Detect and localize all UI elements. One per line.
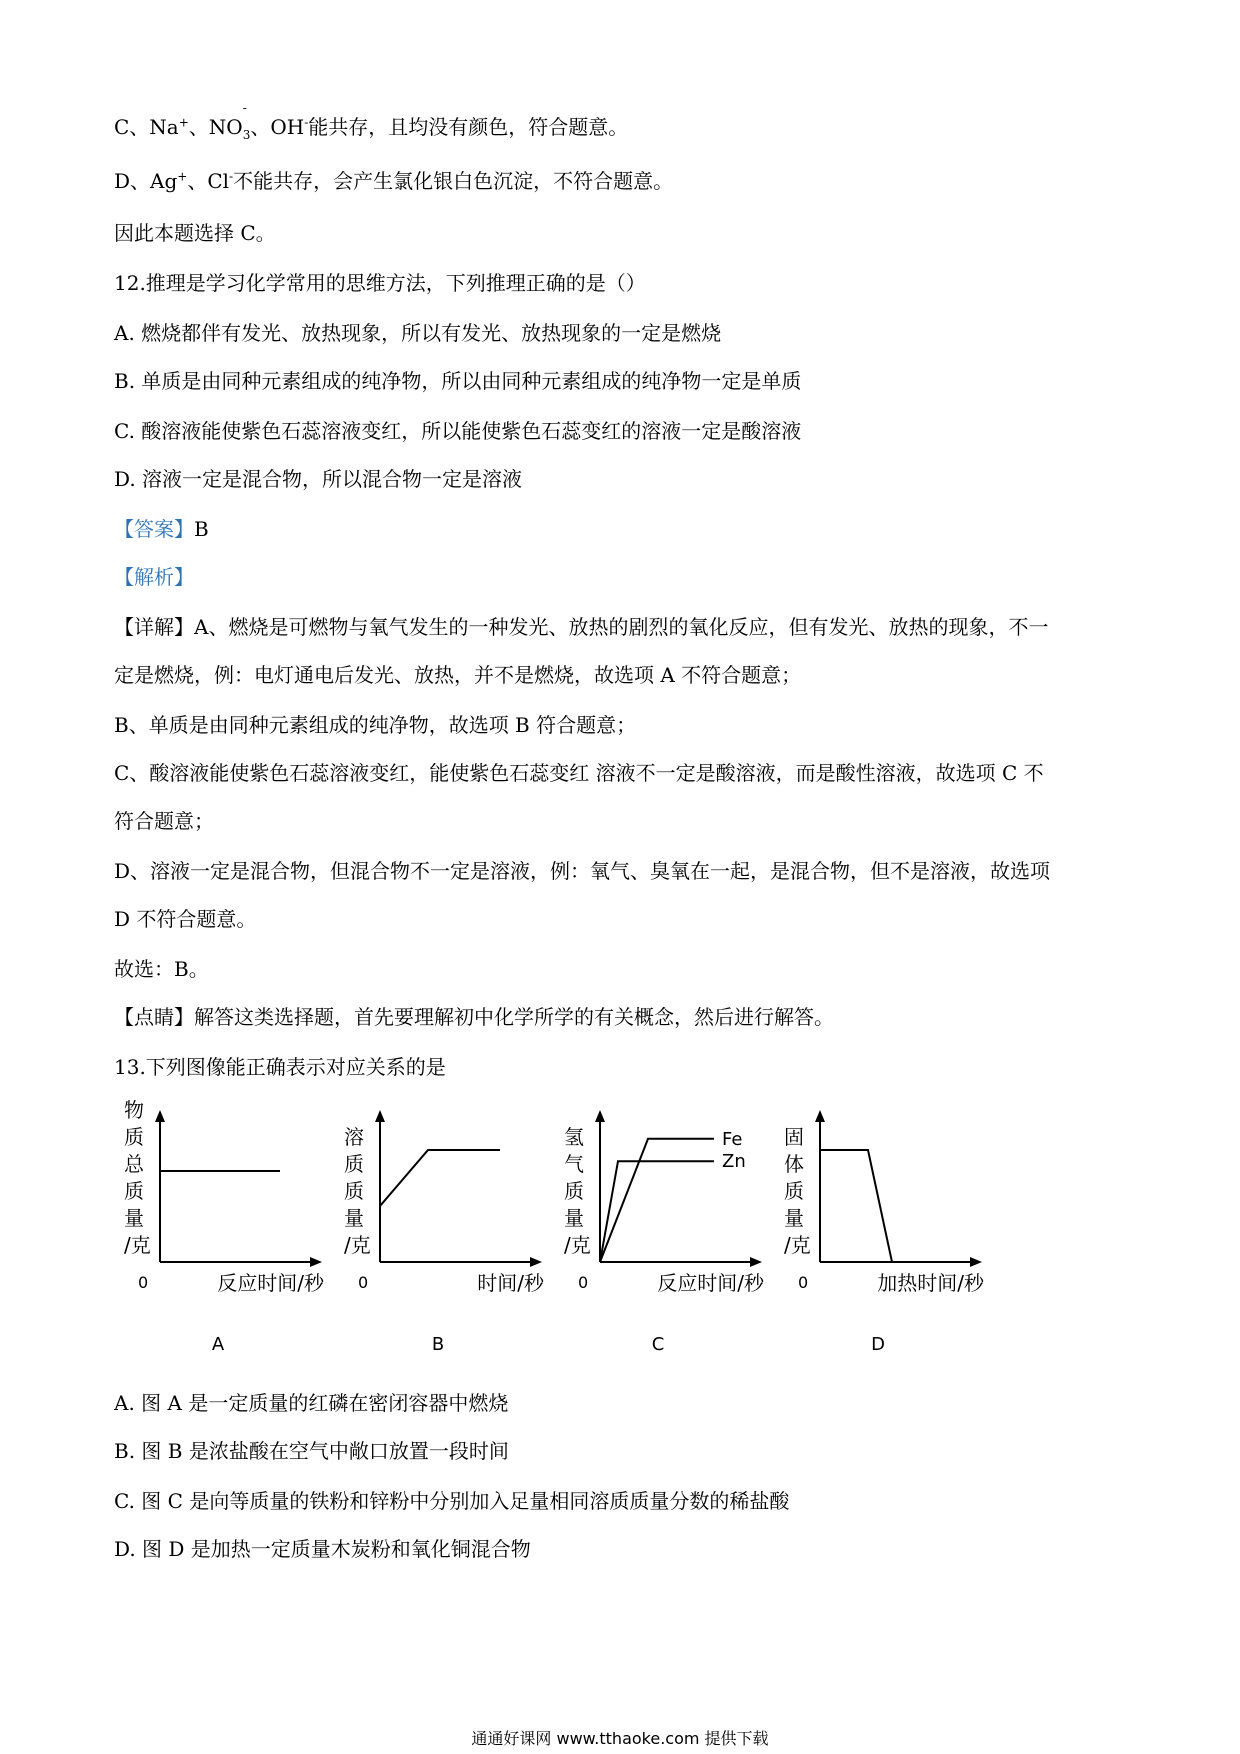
y-axis-label-char: 气 xyxy=(564,1152,584,1176)
y-axis-arrow xyxy=(155,1110,165,1122)
analysis-line-c: C、Na+、$NO_3$ - 、OH-能共存，且均没有颜色，符合题意。 xyxy=(114,101,629,142)
y-axis-arrow xyxy=(815,1110,825,1122)
q13-charts-svg xyxy=(120,1100,1000,1360)
origin-label: 0 xyxy=(798,1273,809,1292)
x-axis-label: 时间/秒 xyxy=(477,1271,544,1295)
y-axis-label-char: /克 xyxy=(564,1233,591,1257)
x-axis-arrow xyxy=(970,1257,982,1267)
chart-letter: A xyxy=(211,1334,225,1355)
y-axis-label-char: /克 xyxy=(784,1233,811,1257)
page-footer: 通通好课网 www.tthaoke.com 提供下载 xyxy=(471,1729,769,1748)
x-axis-label: 加热时间/秒 xyxy=(877,1271,984,1295)
q12-answer xyxy=(114,514,209,544)
x-axis-arrow xyxy=(310,1257,322,1267)
chart-letter: B xyxy=(431,1334,445,1355)
q12-detail-line: 【点睛】解答这类选择题，首先要理解初中化学所学的有关概念，然后进行解答。 xyxy=(114,1005,834,1029)
q13-option-a: A. 图 A 是一定质量的红磷在密闭容器中燃烧 xyxy=(114,1391,509,1415)
chart-panel-a xyxy=(124,1100,325,1355)
q12-detail-line: B、单质是由同种元素组成的纯净物，故选项 B 符合题意； xyxy=(114,713,637,737)
q12-option-c: C. 酸溶液能使紫色石蕊溶液变红，所以能使紫色石蕊变红的溶液一定是酸溶液 xyxy=(114,419,802,443)
analysis-conclusion: 因此本题选择 C。 xyxy=(114,221,276,245)
answer-value: B xyxy=(194,517,209,541)
chart-panel-c xyxy=(564,1110,765,1355)
series-line xyxy=(820,1150,892,1262)
answer-tag: 【答案】 xyxy=(114,517,194,541)
q13-charts xyxy=(120,1100,1000,1360)
y-axis-label-char: 溶 xyxy=(344,1125,364,1149)
q13-option-d: D. 图 D 是加热一定质量木炭粉和氧化铜混合物 xyxy=(114,1537,531,1561)
y-axis-label-char: 体 xyxy=(784,1152,804,1176)
q12-option-b: B. 单质是由同种元素组成的纯净物，所以由同种元素组成的纯净物一定是单质 xyxy=(114,369,802,393)
y-axis-label-char: 量 xyxy=(124,1206,144,1230)
x-axis-arrow xyxy=(750,1257,762,1267)
y-axis-label-char: 量 xyxy=(344,1206,364,1230)
series-label-zn: Zn xyxy=(722,1151,746,1173)
series-line xyxy=(380,1150,500,1206)
y-axis-label-char: 固 xyxy=(784,1125,804,1149)
y-axis-label-char: /克 xyxy=(124,1233,151,1257)
chart-letter: C xyxy=(651,1334,665,1355)
q12-option-a: A. 燃烧都伴有发光、放热现象，所以有发光、放热现象的一定是燃烧 xyxy=(114,321,722,345)
q12-detail-line: D、溶液一定是混合物，但混合物不一定是溶液，例：氧气、臭氧在一起，是混合物，但不是溶液，故选项 xyxy=(114,859,1051,883)
q13-stem: 13.下列图像能正确表示对应关系的是 xyxy=(114,1055,446,1079)
q12-detail-line: 故选：B。 xyxy=(114,957,209,981)
y-axis-label-char: 氢 xyxy=(564,1125,584,1149)
q13-option-b: B. 图 B 是浓盐酸在空气中敞口放置一段时间 xyxy=(114,1439,509,1463)
y-axis-arrow xyxy=(595,1110,605,1122)
origin-label: 0 xyxy=(578,1273,589,1292)
y-axis-label-char: 量 xyxy=(784,1206,804,1230)
y-axis-label-char: 质 xyxy=(344,1179,364,1203)
q12-detail-line: D 不符合题意。 xyxy=(114,907,257,931)
y-axis-label-char: 质 xyxy=(784,1179,804,1203)
y-axis-label-char: 总 xyxy=(124,1152,144,1176)
q12-detail-line: 【详解】A、燃烧是可燃物与氧气发生的一种发光、放热的剧烈的氧化反应，但有发光、放热的现象，不一 xyxy=(114,615,1049,639)
y-axis-label-char: /克 xyxy=(344,1233,371,1257)
x-axis-arrow xyxy=(530,1257,542,1267)
series-line-fe xyxy=(600,1139,714,1262)
chart-panel-d xyxy=(784,1110,985,1355)
x-axis-label: 反应时间/秒 xyxy=(217,1271,324,1295)
origin-label: 0 xyxy=(358,1273,369,1292)
y-axis-label-char: 质 xyxy=(124,1125,144,1149)
series-line-zn xyxy=(600,1161,714,1262)
q12-analysis-tag: 【解析】 xyxy=(114,565,194,589)
chart-panel-b xyxy=(344,1110,545,1355)
q13-option-c: C. 图 C 是向等质量的铁粉和锌粉中分别加入足量相同溶质质量分数的稀盐酸 xyxy=(114,1489,790,1513)
y-axis-label-char: 质 xyxy=(124,1179,144,1203)
origin-label: 0 xyxy=(138,1273,149,1292)
x-axis-label: 反应时间/秒 xyxy=(657,1271,764,1295)
q12-detail-line: C、酸溶液能使紫色石蕊溶液变红，能使紫色石蕊变红 溶液不一定是酸溶液，而是酸性溶液，故选项 C 不 xyxy=(114,761,1044,785)
y-axis-arrow xyxy=(375,1110,385,1122)
chart-letter: D xyxy=(871,1334,885,1355)
q12-stem: 12.推理是学习化学常用的思维方法，下列推理正确的是（） xyxy=(114,271,646,295)
q12-detail-line: 定是燃烧，例：电灯通电后发光、放热，并不是燃烧，故选项 A 不符合题意； xyxy=(114,663,802,687)
y-axis-label-char: 质 xyxy=(344,1152,364,1176)
q12-detail-line: 符合题意； xyxy=(114,809,214,833)
series-label-fe: Fe xyxy=(722,1128,743,1150)
y-axis-label-char: 量 xyxy=(564,1206,584,1230)
y-axis-label-char: 物 xyxy=(124,1100,144,1122)
y-axis-label-char: 质 xyxy=(564,1179,584,1203)
q12-option-d: D. 溶液一定是混合物，所以混合物一定是溶液 xyxy=(114,467,523,491)
analysis-line-d: D、Ag+、Cl-不能共存，会产生氯化银白色沉淀，不符合题意。 xyxy=(114,169,674,193)
